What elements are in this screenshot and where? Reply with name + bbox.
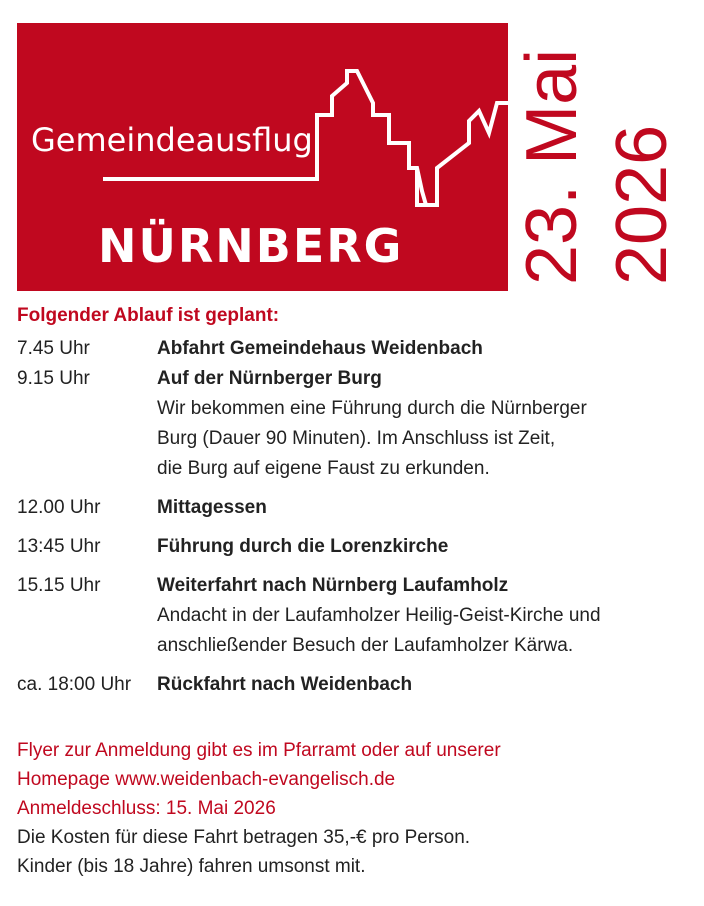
schedule-title: Führung durch die Lorenzkirche [157, 536, 449, 557]
schedule-row [17, 364, 697, 484]
schedule-list [17, 334, 697, 700]
banner-subtitle: Gemeindeausflug [31, 121, 313, 159]
schedule-row [17, 571, 697, 661]
homepage-link[interactable]: Homepage www.weidenbach-evangelisch.de [17, 769, 396, 790]
schedule-desc: Burg (Dauer 90 Minuten). Im Anschluss ist Zeit, [157, 428, 556, 449]
schedule-time: 9.15 Uhr [17, 368, 90, 389]
schedule-desc: die Burg auf eigene Faust zu erkunden. [157, 458, 490, 479]
title-banner [17, 23, 508, 291]
footer-info [17, 736, 501, 881]
schedule-row [17, 493, 697, 523]
schedule-row [17, 670, 697, 700]
event-date [510, 30, 690, 290]
schedule-desc: Andacht in der Laufamholzer Heilig-Geist-Kirche und [157, 605, 601, 626]
date-day-month: 23. Mai [512, 48, 592, 285]
cost-note: Die Kosten für diese Fahrt betragen 35,-€ pro Person. [17, 827, 471, 848]
schedule-time: 7.45 Uhr [17, 338, 90, 359]
flyer-note: Flyer zur Anmeldung gibt es im Pfarramt oder auf unserer [17, 740, 501, 761]
date-year: 2026 [602, 124, 682, 285]
schedule-row [17, 334, 697, 364]
schedule-title: Auf der Nürnberger Burg [157, 368, 382, 389]
children-note: Kinder (bis 18 Jahre) fahren umsonst mit. [17, 856, 366, 877]
schedule-time: 13:45 Uhr [17, 536, 101, 557]
schedule-title: Rückfahrt nach Weidenbach [157, 674, 413, 695]
schedule-heading: Folgender Ablauf ist geplant: [17, 305, 280, 326]
schedule-row [17, 532, 697, 562]
banner-title: NÜRNBERG [98, 219, 404, 273]
schedule-time: 15.15 Uhr [17, 575, 101, 596]
schedule-title: Weiterfahrt nach Nürnberg Laufamholz [157, 575, 509, 596]
schedule-title: Mittagessen [157, 497, 267, 518]
schedule-time: 12.00 Uhr [17, 497, 101, 518]
schedule-desc: anschließender Besuch der Laufamholzer Kärwa. [157, 635, 574, 656]
schedule-time: ca. 18:00 Uhr [17, 674, 132, 695]
schedule-desc: Wir bekommen eine Führung durch die Nürnberger [157, 398, 587, 419]
schedule-title: Abfahrt Gemeindehaus Weidenbach [157, 338, 483, 359]
registration-deadline: Anmeldeschluss: 15. Mai 2026 [17, 798, 276, 819]
